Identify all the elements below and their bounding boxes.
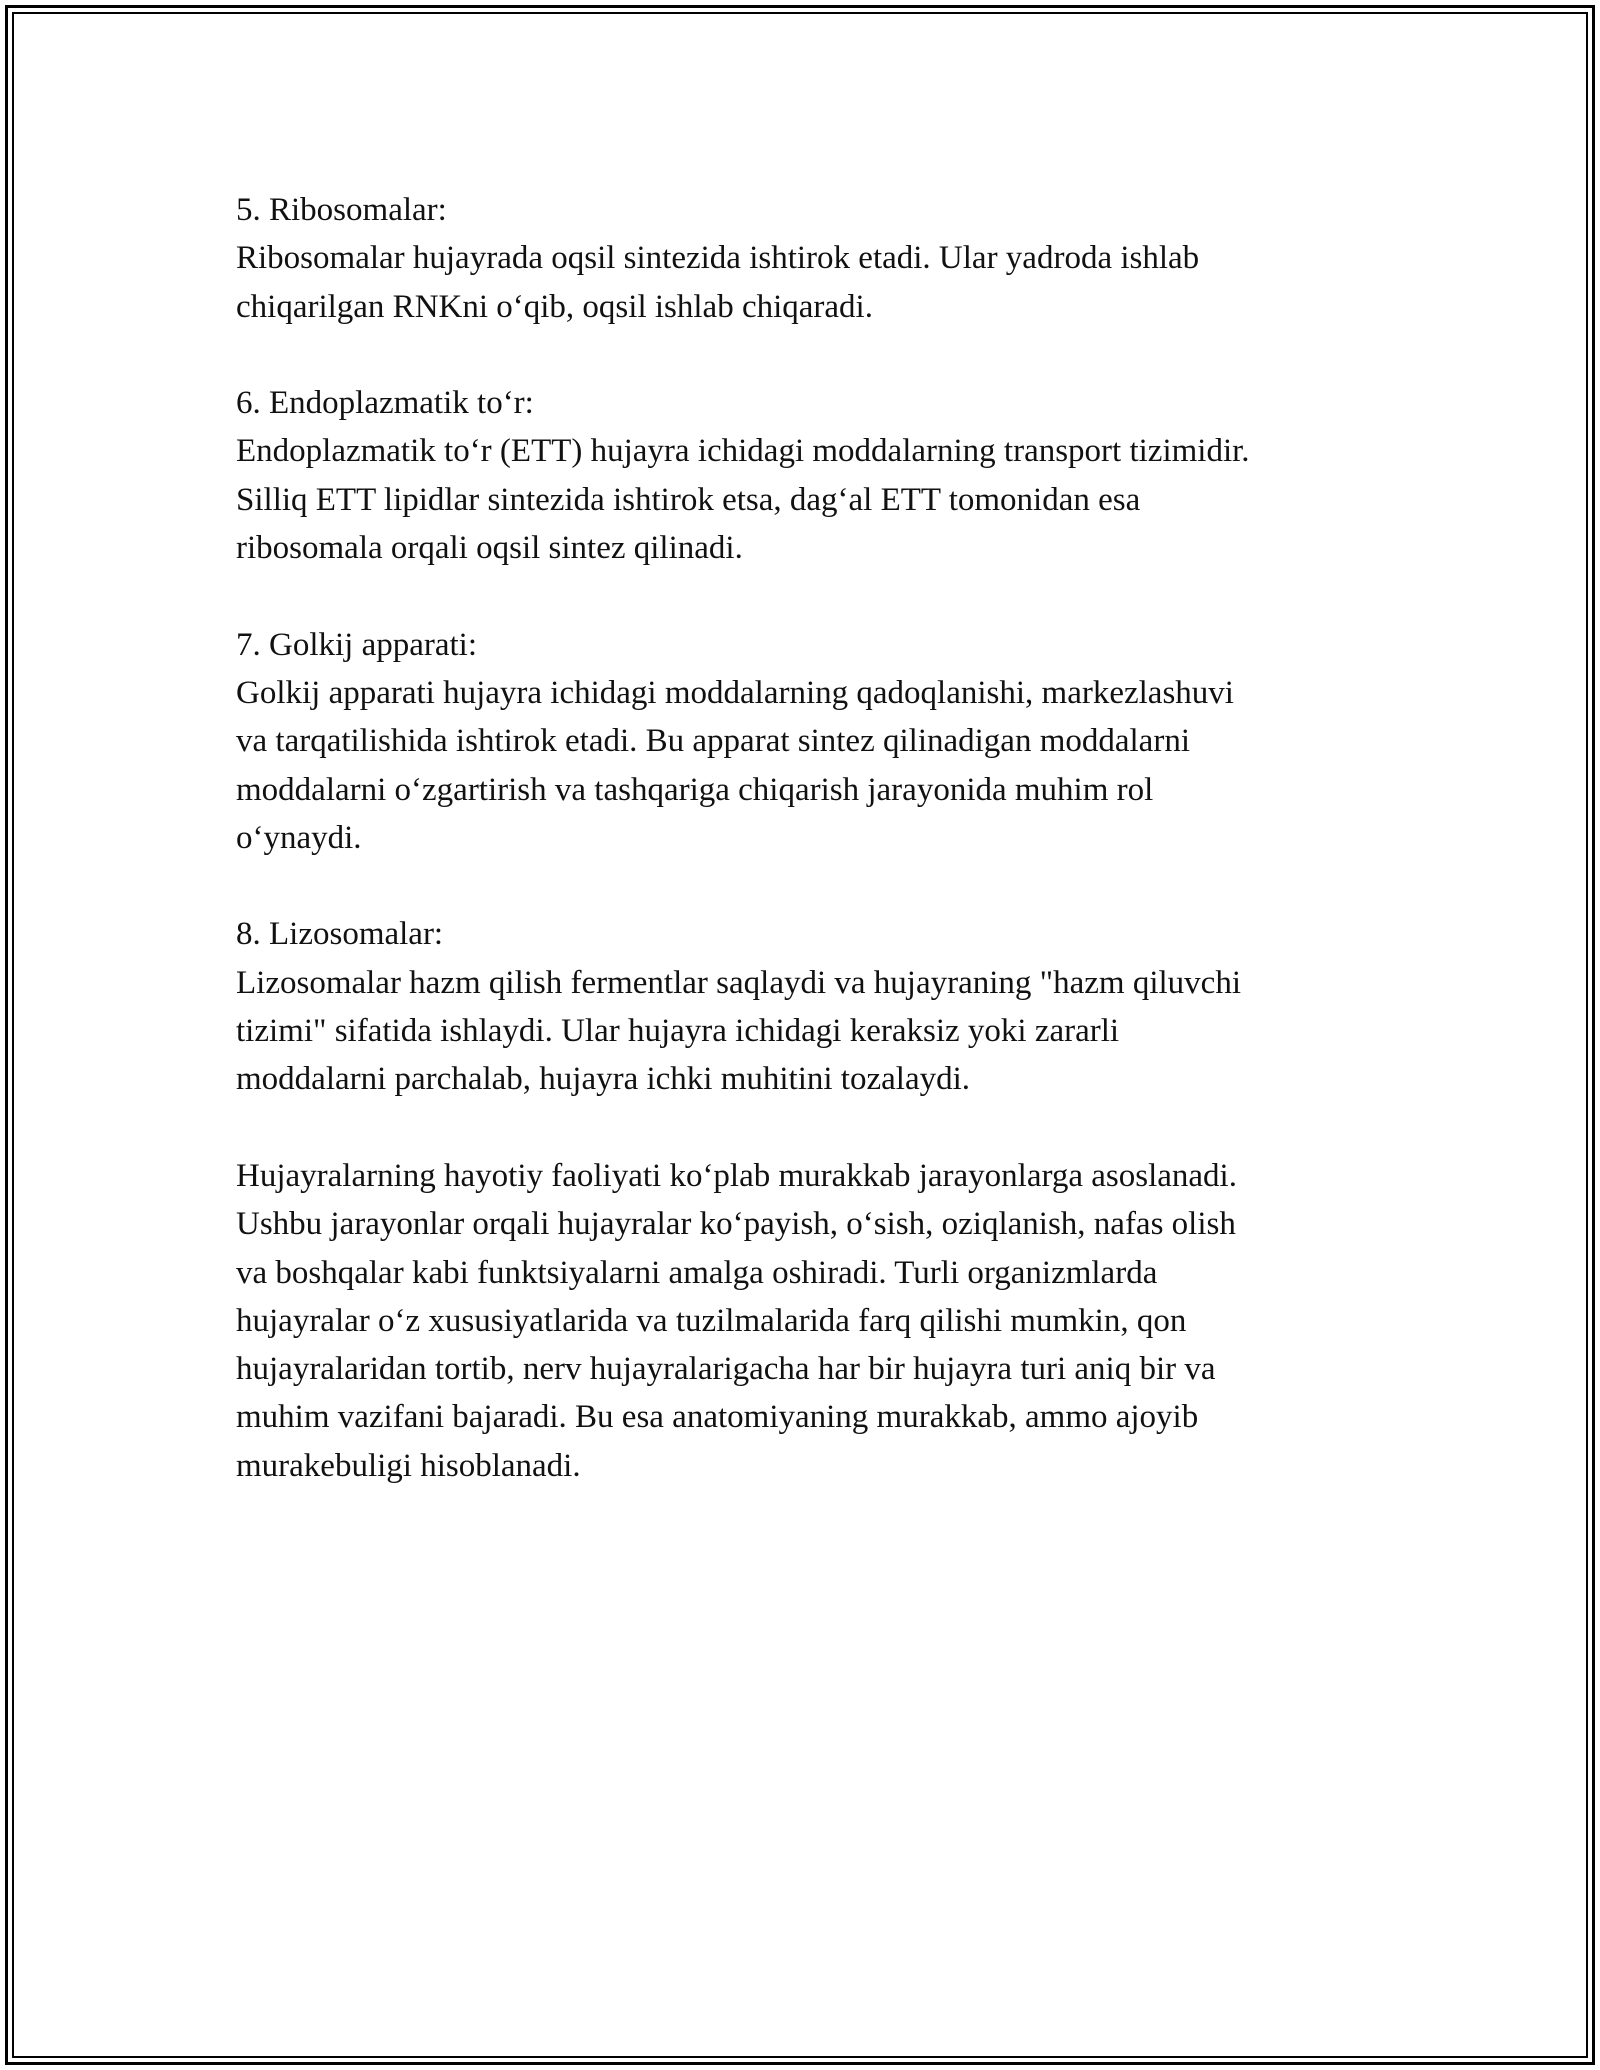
section-heading: 5. Ribosomalar: bbox=[236, 192, 447, 228]
section-lysosomes bbox=[236, 910, 1386, 1103]
text-line: hujayralaridan tortib, nerv hujayralarigacha har bir hujayra turi aniq bir va bbox=[236, 1351, 1216, 1388]
text-line: hujayralar o‘z xususiyatlarida va tuzilmalarida farq qilishi mumkin, qon bbox=[236, 1302, 1187, 1339]
text-line: va tarqatilishida ishtirok etadi. Bu apparat sintez qilinadigan moddalarni bbox=[236, 723, 1190, 760]
section-heading: 8. Lizosomalar: bbox=[236, 916, 444, 953]
text-line: o‘ynaydi. bbox=[236, 819, 362, 856]
text-line: Lizosomalar hazm qilish fermentlar saqlaydi va hujayraning "hazm qiluvchi bbox=[236, 964, 1241, 1001]
section-endoplasmic-reticulum bbox=[236, 379, 1386, 572]
text-line: Golkij apparati hujayra ichidagi moddalarning qadoqlanishi, markezlashuvi bbox=[236, 674, 1234, 711]
text-line: moddalarni o‘zgartirish va tashqariga chiqarish jarayonida muhim rol bbox=[236, 771, 1154, 808]
text-line: muhim vazifani bajaradi. Bu esa anatomiyaning murakkab, ammo ajoyib bbox=[236, 1399, 1199, 1436]
section-ribosomes bbox=[236, 186, 1386, 331]
text-line: chiqarilgan RNKni o‘qib, oqsil ishlab chiqaradi. bbox=[236, 288, 873, 325]
document-body bbox=[236, 186, 1386, 1538]
text-line: tizimi" sifatida ishlaydi. Ular hujayra ichidagi keraksiz yoki zararli bbox=[236, 1013, 1120, 1050]
conclusion-paragraph bbox=[236, 1152, 1386, 1490]
section-heading: 7. Golkij apparati: bbox=[236, 626, 478, 663]
section-heading: 6. Endoplazmatik to‘r: bbox=[236, 385, 534, 422]
text-line: Silliq ETT lipidlar sintezida ishtirok etsa, dag‘al ETT tomonidan esa bbox=[236, 481, 1141, 518]
section-golgi-apparatus bbox=[236, 621, 1386, 862]
text-line: Hujayralarning hayotiy faoliyati ko‘plab murakkab jarayonlarga asoslanadi. bbox=[236, 1157, 1237, 1194]
text-line: Ushbu jarayonlar orqali hujayralar ko‘payish, o‘sish, oziqlanish, nafas olish bbox=[236, 1206, 1236, 1243]
text-line: murakebuligi hisoblanadi. bbox=[236, 1447, 581, 1484]
text-line: Ribosomalar hujayrada oqsil sintezida ishtirok etadi. Ular yadroda ishlab bbox=[236, 240, 1200, 277]
text-line: moddalarni parchalab, hujayra ichki muhitini tozalaydi. bbox=[236, 1061, 971, 1098]
text-line: ribosomala orqali oqsil sintez qilinadi. bbox=[236, 530, 743, 567]
text-line: va boshqalar kabi funktsiyalarni amalga oshiradi. Turli organizmlarda bbox=[236, 1254, 1158, 1291]
text-line: Endoplazmatik to‘r (ETT) hujayra ichidagi moddalarning transport tizimidir. bbox=[236, 433, 1250, 470]
